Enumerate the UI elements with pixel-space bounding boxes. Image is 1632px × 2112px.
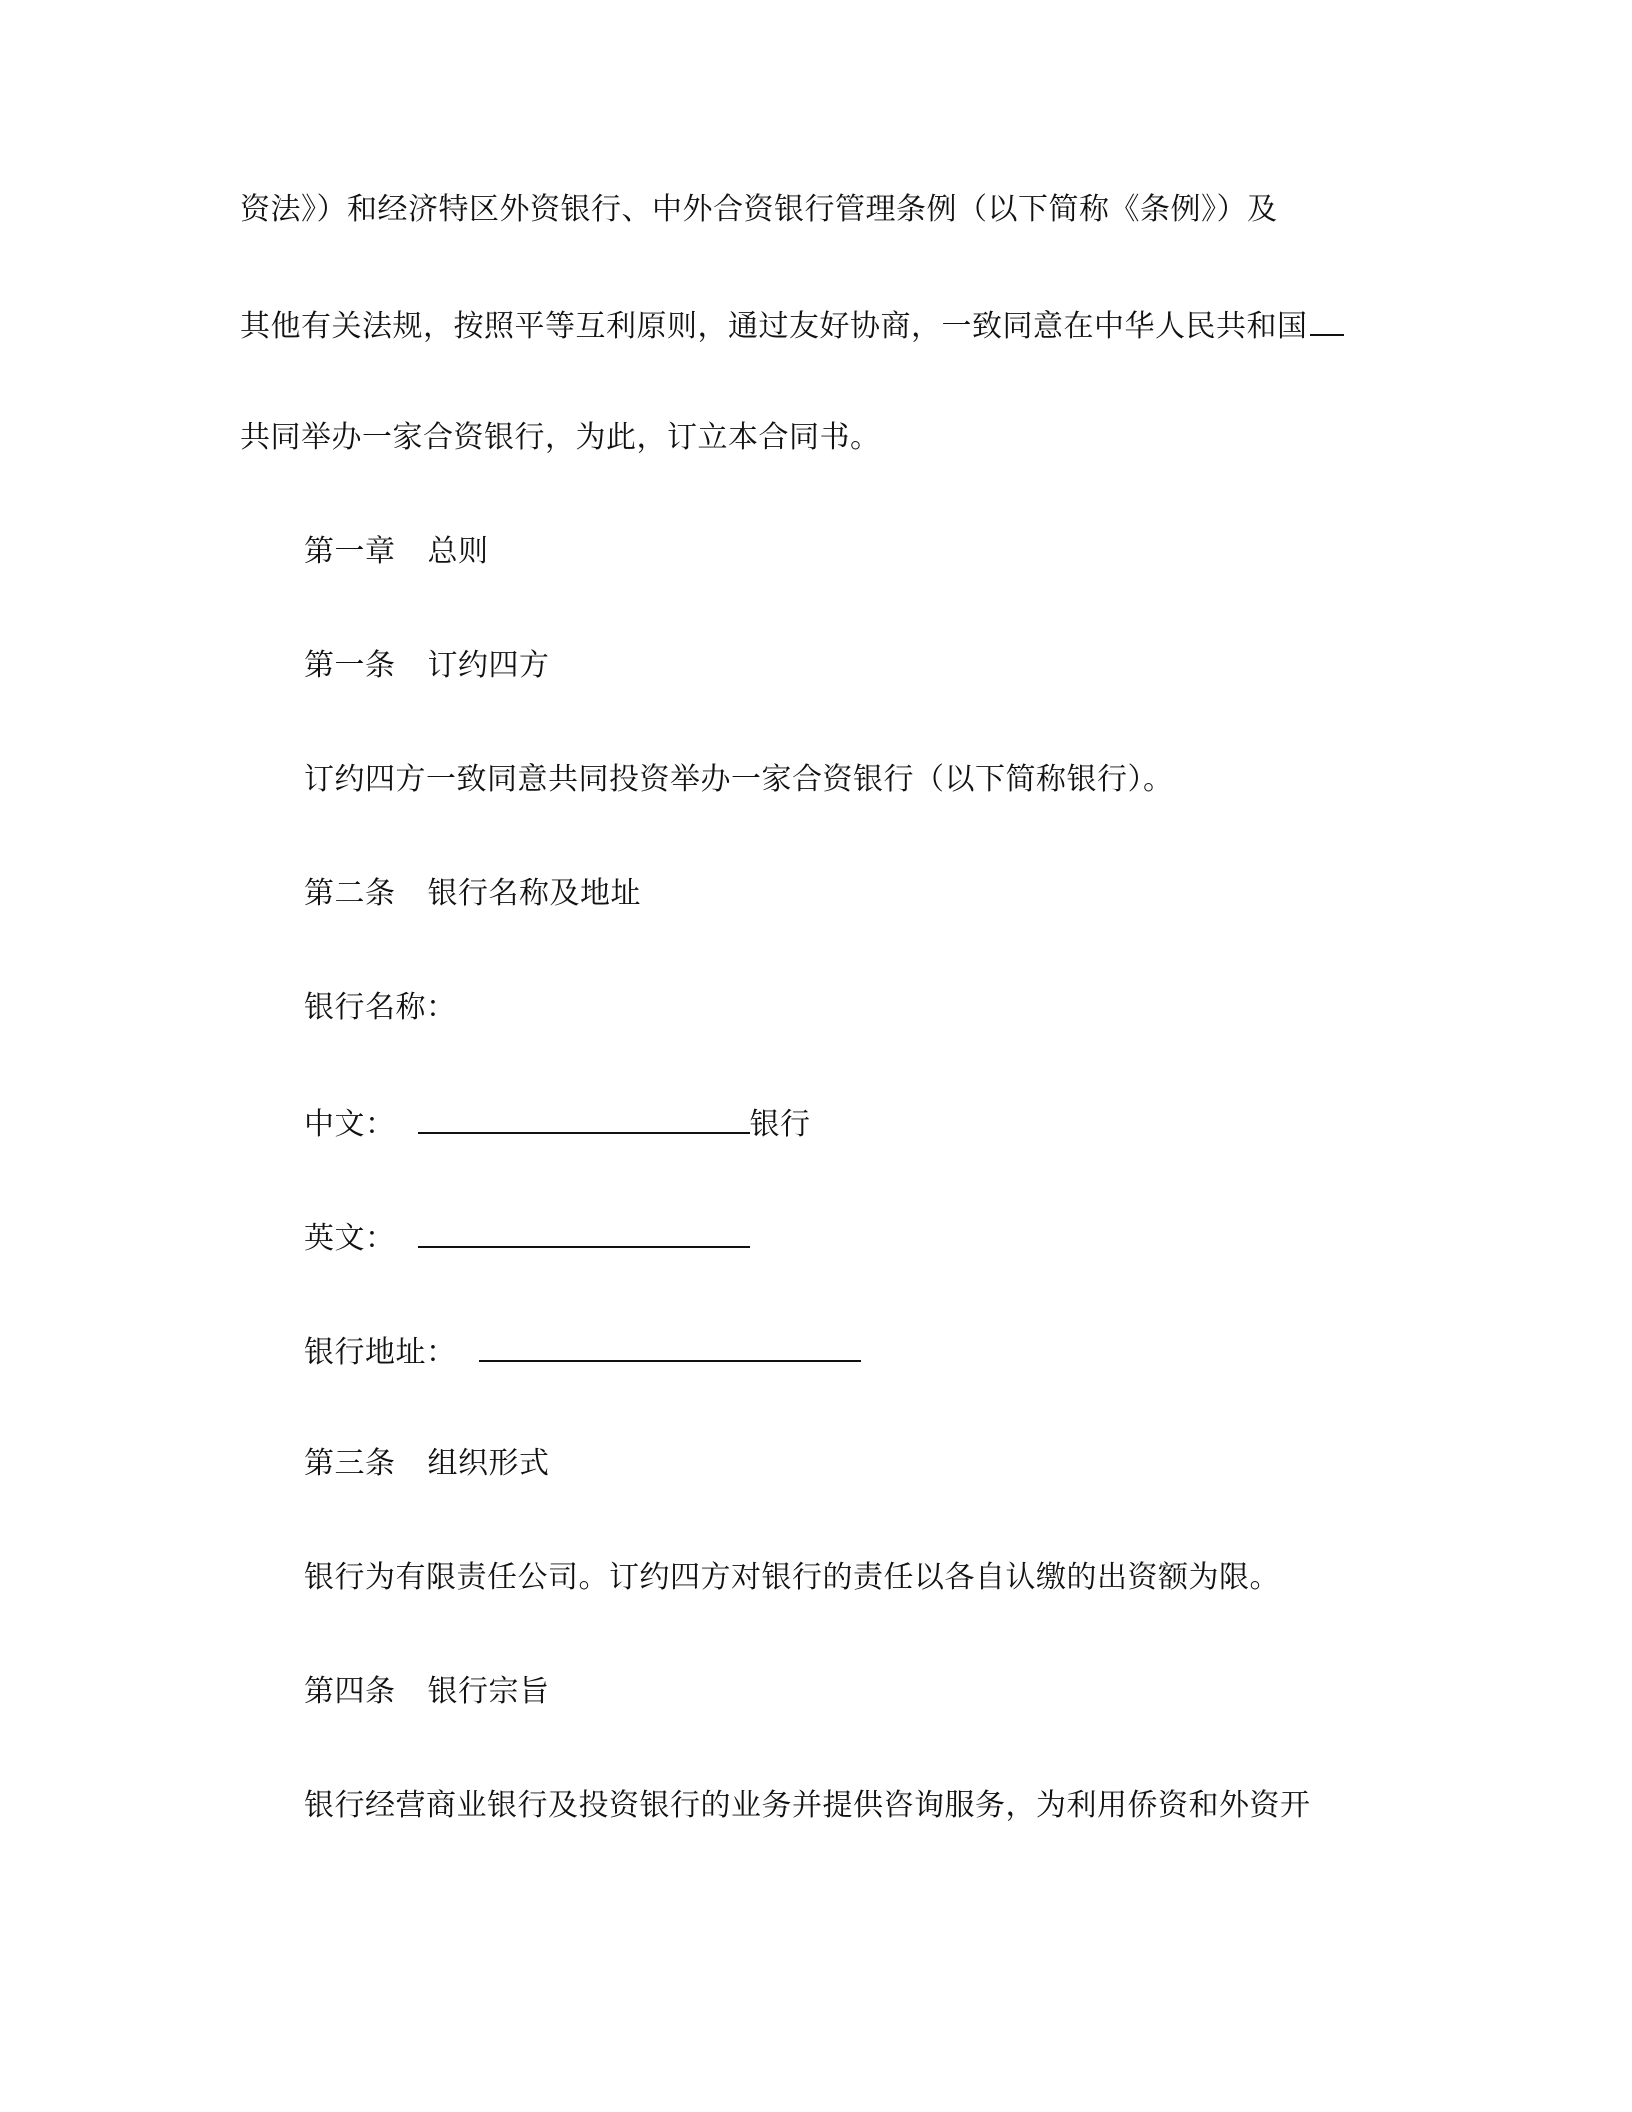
article-2-number: 第二条	[304, 876, 396, 911]
bank-name-label: 银行名称：	[304, 990, 457, 1025]
chapter-1-heading	[304, 532, 489, 572]
chapter-1-number: 第一章	[304, 534, 396, 569]
article-1-heading	[304, 646, 550, 686]
article-2-title: 银行名称及地址	[427, 876, 641, 911]
article-4-title: 银行宗旨	[427, 1674, 550, 1709]
article-3-number: 第三条	[304, 1446, 396, 1481]
preamble-line-2-text: 其他有关法规，按照平等互利原则，通过友好协商，一致同意在中华人民共和国	[240, 309, 1308, 344]
chinese-name-label: 中文：	[304, 1107, 396, 1142]
article-3-body: 银行为有限责任公司。订约四方对银行的责任以各自认缴的出资额为限。	[304, 1560, 1280, 1595]
article-3-heading	[304, 1444, 550, 1484]
article-4-body: 银行经营商业银行及投资银行的业务并提供咨询服务，为利用侨资和外资开	[304, 1788, 1311, 1823]
preamble-line-1: 资法》）和经济特区外资银行、中外合资银行管理条例（以下简称《条例》）及	[240, 192, 1278, 227]
article-2-heading	[304, 874, 641, 914]
chinese-name-suffix: 银行	[749, 1107, 811, 1142]
preamble-line-3: 共同举办一家合资银行，为此，订立本合同书。	[240, 420, 881, 455]
chinese-name-blank[interactable]	[418, 1102, 750, 1134]
article-1-body: 订约四方一致同意共同投资举办一家合资银行（以下简称银行）。	[304, 762, 1174, 797]
preamble-line-2	[240, 304, 1344, 347]
article-4-heading	[304, 1672, 550, 1712]
english-name-row	[304, 1216, 750, 1259]
chapter-1-title: 总则	[427, 534, 489, 569]
chinese-name-row	[304, 1102, 811, 1145]
article-4-number: 第四条	[304, 1674, 396, 1709]
english-name-blank[interactable]	[418, 1216, 750, 1248]
address-row	[304, 1330, 861, 1373]
location-blank[interactable]	[1310, 304, 1344, 336]
address-label: 银行地址：	[304, 1335, 457, 1370]
article-1-title: 订约四方	[427, 648, 550, 683]
english-name-label: 英文：	[304, 1221, 396, 1256]
article-3-title: 组织形式	[427, 1446, 550, 1481]
address-blank[interactable]	[479, 1330, 861, 1362]
article-1-number: 第一条	[304, 648, 396, 683]
